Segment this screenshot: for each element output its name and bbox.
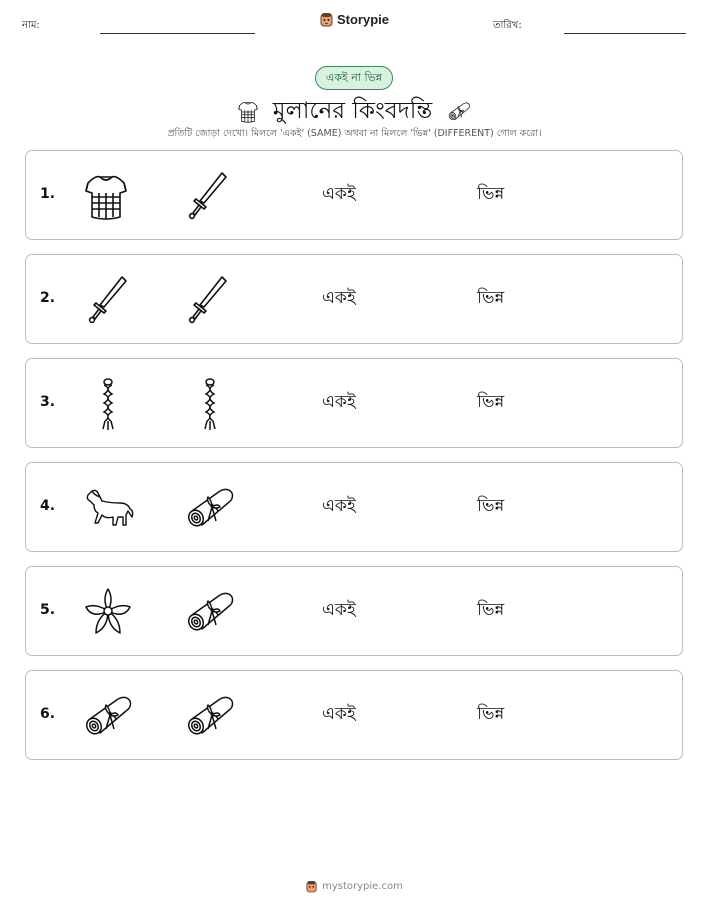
pair-row-4 [25, 462, 683, 552]
option-same[interactable]: একই [322, 704, 356, 724]
scroll-icon [182, 689, 238, 745]
date-line[interactable] [564, 33, 686, 34]
date-label: তারিখ: [493, 20, 522, 31]
row-number: 1. [40, 186, 56, 202]
horse-icon [80, 481, 136, 537]
footer-url[interactable]: mystorypie.com [322, 881, 403, 892]
option-different[interactable]: ভিন্ন [477, 184, 505, 204]
row-number: 2. [40, 290, 56, 306]
row-number: 3. [40, 394, 56, 410]
option-same[interactable]: একই [322, 288, 356, 308]
sword-icon [82, 273, 138, 329]
scroll-icon [182, 585, 238, 641]
scroll-icon [444, 99, 474, 125]
title-row [0, 92, 709, 131]
option-same[interactable]: একই [322, 496, 356, 516]
brand-name: Storypie [336, 12, 389, 27]
option-different[interactable]: ভিন্ন [477, 392, 505, 412]
scroll-icon [80, 689, 136, 745]
instructions: প্রতিটি জোড়া দেখো। মিললে 'একই' (SAME) অথবা না মিললে 'ভিন্ন' (DIFFERENT) গোল করো। [167, 128, 542, 139]
page-title: মুলানের কিংবদন্তি [272, 98, 433, 124]
braid-icon [182, 377, 238, 433]
option-different[interactable]: ভিন্ন [477, 288, 505, 308]
row-number: 6. [40, 706, 56, 722]
row-number: 5. [40, 602, 56, 618]
name-label: নাম: [22, 20, 40, 31]
pair-row-5 [25, 566, 683, 656]
storypie-logo-icon [320, 12, 333, 27]
storypie-logo-icon [306, 880, 317, 893]
flower-icon [80, 585, 136, 641]
option-different[interactable]: ভিন্ন [477, 704, 505, 724]
armor-icon [78, 169, 134, 225]
pair-row-3 [25, 358, 683, 448]
braid-icon [80, 377, 136, 433]
option-same[interactable]: একই [322, 600, 356, 620]
option-same[interactable]: একই [322, 392, 356, 412]
scroll-icon [182, 481, 238, 537]
pair-row-1 [25, 150, 683, 240]
footer [0, 880, 709, 893]
sword-icon [182, 273, 238, 329]
brand-logo [0, 12, 709, 27]
pair-row-6 [25, 670, 683, 760]
armor-icon [235, 98, 261, 126]
worksheet-type-badge: একই না ভিন্ন [315, 66, 393, 90]
pair-row-2 [25, 254, 683, 344]
option-different[interactable]: ভিন্ন [477, 496, 505, 516]
row-number: 4. [40, 498, 56, 514]
sword-icon [182, 169, 238, 225]
name-line[interactable] [100, 33, 255, 34]
option-different[interactable]: ভিন্ন [477, 600, 505, 620]
option-same[interactable]: একই [322, 184, 356, 204]
